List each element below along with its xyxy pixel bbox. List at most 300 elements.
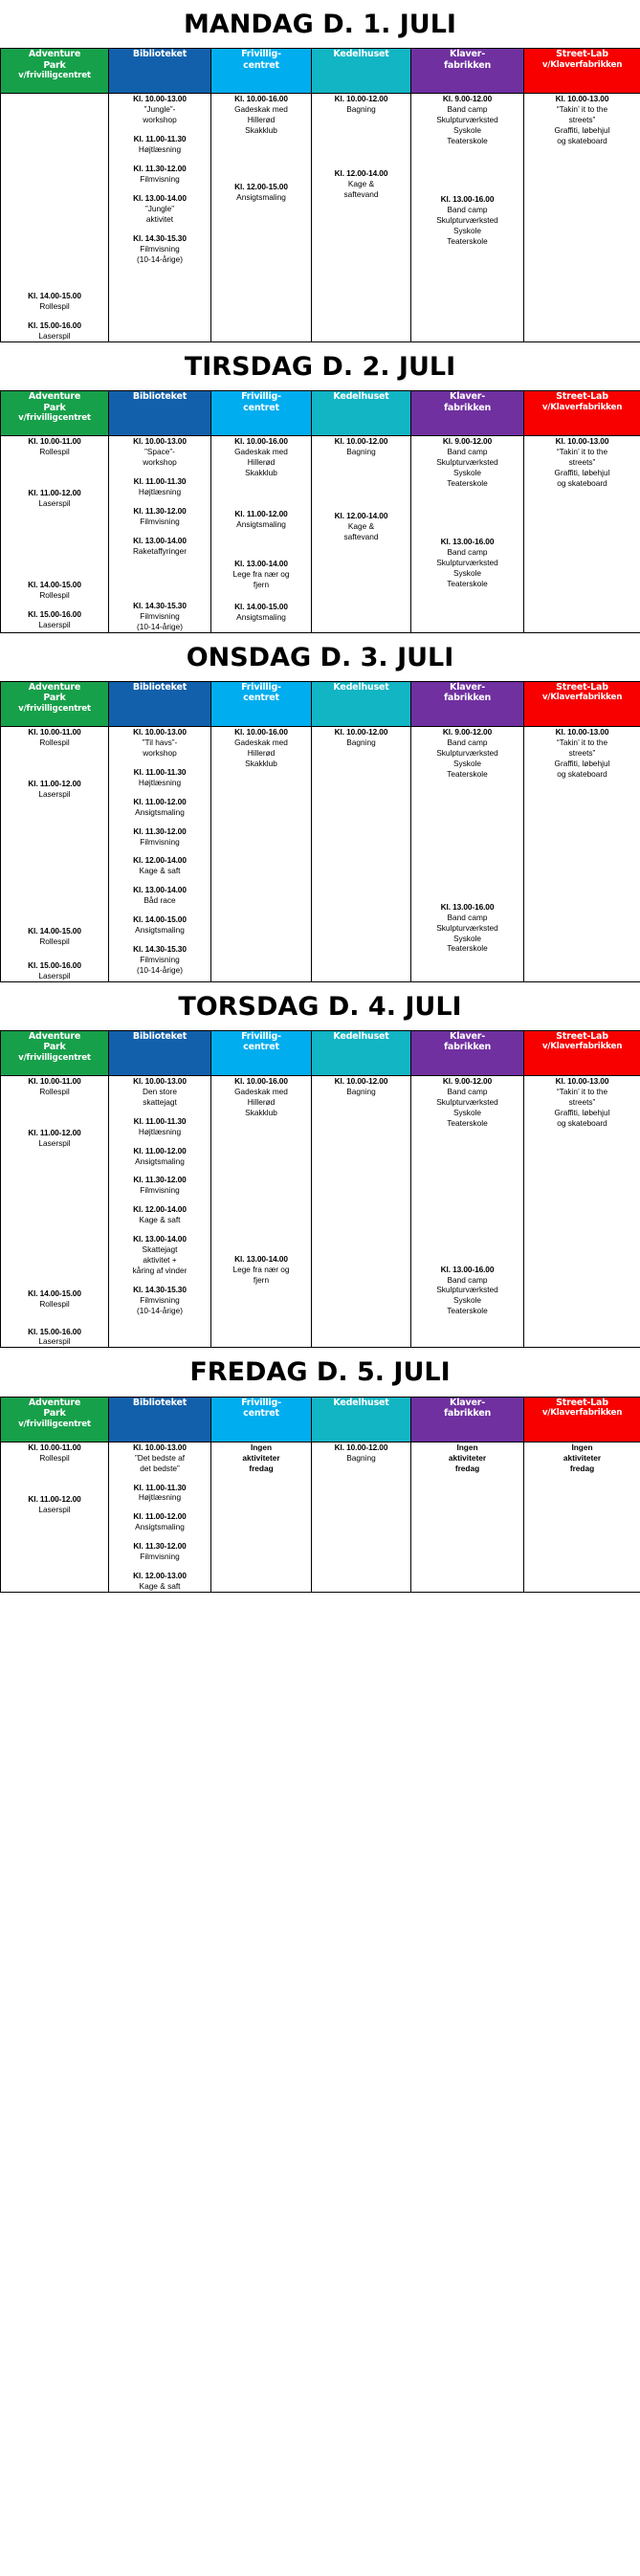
event-description: Laserspil [38,1504,71,1514]
column-header-line: Klaver- [450,1030,485,1042]
event-description: Bagning [346,1086,376,1096]
event-description: Skulpturværksted [436,457,498,468]
schedule-event [211,1442,311,1474]
column-header-line: Klaver- [450,1397,485,1408]
column-header-line: Kedelhuset [333,1030,389,1042]
event-time: Kl. 14.00-15.00 [28,1288,81,1298]
schedule-event [411,1076,523,1129]
schedule-event [1,727,108,748]
column-header-biblioteket [109,49,211,94]
event-description: Skakklub [245,125,277,136]
schedule-cell-adventure-park [1,1075,109,1348]
event-description: Laserspil [38,788,71,799]
column-header-line: v/frivilligcentret [18,413,91,424]
event-time: Kl. 9.00-12.00 [442,1075,493,1086]
schedule-event [109,914,210,936]
column-header-frivilligcentret [211,391,312,436]
schedule-table [0,48,640,342]
schedule-event [109,1234,210,1276]
column-header-frivilligcentret [211,682,312,727]
event-time: Kl. 14.00-15.00 [28,925,81,936]
event-description: Hillerød [247,457,276,468]
column-header-line: Street-Lab [556,1030,608,1042]
event-time: Kl. 13.00-14.00 [133,885,187,895]
event-description: Højtlæsning [138,1126,182,1136]
schedule-cell-frivilligcentret [211,1075,312,1348]
schedule-event [109,1076,210,1108]
column-header-frivilligcentret [211,49,312,94]
event-description: Ansigtsmaling [135,1156,185,1166]
event-description: workshop [143,747,177,758]
column-header-klaverfabrikken [411,682,524,727]
event-description: Gadeskak med [234,447,288,457]
event-description: Filmvisning [140,836,180,847]
schedule-table [0,390,640,632]
column-header-line: Street-Lab [556,1397,608,1408]
event-description: Kage & [347,521,375,532]
schedule-event [109,134,210,155]
column-header-adventure-park [1,49,109,94]
event-description: Filmvisning [140,243,180,253]
event-time: Kl. 10.00-16.00 [234,1075,288,1086]
event-description: Rollespil [39,737,70,747]
event-description: Filmvisning [140,173,180,184]
event-time: Kl. 11.30-12.00 [133,1175,187,1185]
event-description: (10-14-årige) [137,253,183,264]
event-time: Kl. 10.00-13.00 [133,727,187,738]
event-description: (10-14-årige) [137,964,183,975]
column-header-biblioteket [109,391,211,436]
day-title: ONSDAG D. 3. JULI [186,642,454,672]
day-block [0,342,640,633]
event-description: Rollespil [39,1452,70,1463]
column-header-line: fabrikken [443,1042,492,1053]
day-block [0,982,640,1349]
schedule-event [312,727,410,748]
event-description: Skakklub [245,1107,277,1117]
schedule-event [109,1483,210,1504]
event-time: Kl. 10.00-16.00 [234,94,288,104]
day-title: TORSDAG D. 4. JULI [178,991,462,1022]
schedule-event [1,1128,108,1149]
column-header-kedelhuset [312,1030,411,1075]
column-header-street-lab [524,49,640,94]
event-description: Laserspil [38,970,71,980]
column-header-line: Frivillig- [241,391,281,403]
table-row [1,1075,640,1348]
schedule-cell-street-lab [524,1075,640,1348]
column-header-line: fabrikken [443,693,492,704]
event-description: Kage & saft [139,1215,181,1225]
schedule-cell-frivilligcentret [211,436,312,632]
event-time: Kl. 10.00-12.00 [334,436,388,447]
schedule-event [211,727,311,769]
schedule-cell-frivilligcentret [211,727,312,982]
event-description: aktiviteter [563,1452,602,1463]
event-description: Skakklub [245,758,277,768]
event-description: kåring af vinder [132,1266,188,1275]
event-time: Kl. 13.00-16.00 [440,1264,495,1274]
schedule-event [1,1076,108,1097]
column-header-line: Biblioteket [132,1397,188,1408]
schedule-event [109,1541,210,1562]
schedule-event [109,855,210,876]
event-description: Skulpturværksted [436,922,498,933]
schedule-event [109,1285,210,1316]
schedule-event [109,767,210,788]
column-header-biblioteket [109,1030,211,1075]
schedule-event [524,727,640,780]
column-header-biblioteket [109,682,211,727]
event-description: workshop [143,115,177,125]
event-description: aktiviteter [242,1452,280,1463]
schedule-cell-street-lab [524,94,640,342]
event-description: Skulpturværksted [436,115,498,125]
event-time: Kl. 9.00-12.00 [442,436,493,447]
event-description: Band camp [447,204,488,214]
event-time: Kl. 11.00-11.30 [133,766,187,777]
header-row [1,49,640,94]
schedule-event [211,1076,311,1118]
event-time: Kl. 12.00-13.00 [133,1571,187,1581]
column-header-kedelhuset [312,1397,411,1442]
column-header-line: Frivillig- [241,49,281,60]
column-header-line: centret [243,1408,279,1420]
schedule-event [312,168,410,200]
schedule-event [524,1076,640,1129]
event-time: Kl. 11.00-12.00 [133,1145,187,1156]
table-row [1,727,640,982]
schedule-event [109,797,210,818]
column-header-frivilligcentret [211,1030,312,1075]
event-description: Hillerød [247,747,276,758]
event-description: Syskole [452,758,482,768]
schedule-table [0,1030,640,1349]
event-time: Kl. 10.00-13.00 [555,94,609,104]
event-description: Ansigtsmaling [236,192,286,203]
schedule-table [0,681,640,982]
event-time: Kl. 15.00-16.00 [28,959,81,970]
column-header-line: Biblioteket [132,1030,188,1042]
event-time: Kl. 10.00-16.00 [234,727,288,738]
schedule-cell-street-lab [524,436,640,632]
column-header-line: Kedelhuset [333,1397,389,1408]
event-description: Rollespil [39,447,70,457]
event-description: Ansigtsmaling [236,611,286,622]
event-description: Bagning [346,447,376,457]
event-description: (10-14-årige) [137,621,183,631]
event-description: Gadeskak med [234,1086,288,1096]
schedule-cell-klaverfabrikken [411,436,524,632]
schedule-event [109,193,210,225]
event-description: Hillerød [247,1096,276,1107]
event-description: Højtlæsning [138,487,182,497]
event-time: Kl. 10.00-11.00 [28,1075,81,1086]
event-time: Kl. 12.00-14.00 [334,168,388,179]
event-description: Filmvisning [140,1294,180,1305]
event-description: fjern [253,1274,270,1285]
column-header-line: Street-Lab [556,682,608,694]
column-header-klaverfabrikken [411,1030,524,1075]
schedule-event [109,1571,210,1592]
event-description: Band camp [447,447,488,457]
event-description: Syskole [452,1107,482,1117]
event-time: Kl. 13.00-14.00 [133,536,187,545]
event-description: ”Space”- [144,447,175,457]
schedule-cell-street-lab [524,727,640,982]
header-row [1,1030,640,1075]
schedule-event [1,436,108,457]
schedule-event [109,233,210,265]
schedule-event [1,580,108,601]
schedule-event [312,1076,410,1097]
event-time: Kl. 14.00-15.00 [133,914,187,925]
column-header-line: v/Klaverfabrikken [541,1408,623,1419]
event-time: Kl. 14.00-15.00 [28,291,81,301]
schedule-cell-biblioteket [109,727,211,982]
column-header-line: centret [243,693,279,704]
column-header-line: Klaver- [450,682,485,694]
schedule-cell-biblioteket [109,94,211,342]
column-header-line: centret [243,1042,279,1053]
event-time: Kl. 10.00-12.00 [334,1075,388,1086]
event-time: Kl. 14.00-15.00 [234,601,288,611]
event-description: Band camp [447,547,488,558]
schedule-event [211,1254,311,1286]
event-time: Kl. 13.00-14.00 [133,192,187,203]
column-header-klaverfabrikken [411,391,524,436]
schedule-event [109,1204,210,1225]
schedule-event [211,182,311,203]
schedule-event [109,1146,210,1167]
event-description: Teaterskole [447,578,488,588]
event-description: “Takin’ it to the [556,1086,608,1096]
event-description: Teaterskole [447,768,488,779]
event-time: Kl. 15.00-16.00 [28,609,81,620]
event-description: Teaterskole [447,943,488,954]
schedule-cell-biblioteket [109,1442,211,1592]
event-description: Rollespil [39,590,70,601]
event-time: Kl. 12.00-14.00 [133,855,187,866]
event-description: Filmvisning [140,1552,180,1562]
event-time: Kl. 13.00-16.00 [440,537,495,547]
event-description: Ansigtsmaling [135,806,185,817]
column-header-line: Street-Lab [556,391,608,403]
column-header-line: Adventure [28,1030,81,1042]
event-description: Syskole [452,225,482,235]
schedule-cell-kedelhuset [312,1442,411,1592]
column-header-line: Biblioteket [132,49,188,60]
event-description: Laserspil [38,1137,71,1148]
event-description: Band camp [447,104,488,115]
schedule-event [109,826,210,848]
day-title: MANDAG D. 1. JULI [184,10,456,39]
column-header-street-lab [524,682,640,727]
event-description: Laserspil [38,1336,71,1347]
column-header-adventure-park [1,1397,109,1442]
schedule-event [411,94,523,146]
event-description: Filmvisning [140,1185,180,1196]
column-header-kedelhuset [312,391,411,436]
event-description: Teaterskole [447,136,488,146]
schedule-event [109,94,210,125]
schedule-event [211,94,311,136]
schedule-event [1,488,108,509]
event-description: streets” [568,115,596,125]
event-description: Band camp [447,1086,488,1096]
schedule-event [411,537,523,589]
schedule-event [1,1288,108,1310]
event-description: Kage & [347,179,375,189]
event-description: Rollespil [39,301,70,312]
event-time: Kl. 10.00-11.00 [28,1442,81,1452]
event-description: Skulpturværksted [436,214,498,225]
event-description: Teaterskole [447,478,488,489]
event-description: Ansigtsmaling [236,519,286,530]
column-header-biblioteket [109,1397,211,1442]
event-time: Kl. 10.00-13.00 [133,436,187,447]
event-description: Graffiti, løbehjul [554,1107,610,1117]
event-time: Kl. 10.00-12.00 [334,727,388,738]
event-description: Skulpturværksted [436,747,498,758]
event-description: Teaterskole [447,1306,488,1316]
column-header-line: Biblioteket [132,682,188,694]
schedule-event [109,536,210,557]
event-time: Kl. 13.00-14.00 [234,1253,288,1264]
event-description: Skulpturværksted [436,1096,498,1107]
event-description: Højtlæsning [138,1492,182,1503]
column-header-adventure-park [1,391,109,436]
column-header-line: Adventure [28,49,81,60]
event-description: Bagning [346,737,376,747]
event-time: Kl. 14.30-15.30 [133,1284,187,1294]
event-description: Band camp [447,1274,488,1285]
event-time: Kl. 10.00-16.00 [234,436,288,447]
event-time: Kl. 10.00-13.00 [133,94,187,104]
schedule-cell-kedelhuset [312,94,411,342]
event-time: Kl. 12.00-15.00 [234,182,288,192]
event-time: Kl. 15.00-16.00 [28,320,81,331]
day-block [0,1348,640,1593]
schedule-cell-klaverfabrikken [411,1075,524,1348]
schedule-event [211,436,311,478]
column-header-line: Kedelhuset [333,49,389,60]
event-time: Kl. 15.00-16.00 [28,1326,81,1336]
event-description: skattejagt [143,1096,177,1107]
column-header-line: v/Klaverfabrikken [541,1042,623,1052]
column-header-line: Park [43,1042,66,1053]
event-time: Kl. 10.00-13.00 [555,436,609,447]
schedule-event [109,1442,210,1474]
schedule-event [109,436,210,468]
event-description: Ingen [571,1442,593,1452]
event-description: Graffiti, løbehjul [554,468,610,478]
event-description: og skateboard [557,136,607,146]
schedule-cell-frivilligcentret [211,1442,312,1592]
column-header-frivilligcentret [211,1397,312,1442]
day-block [0,633,640,982]
schedule-event [1,1442,108,1464]
event-time: Kl. 11.00-11.30 [133,1482,187,1492]
header-row [1,1397,640,1442]
column-header-line: v/frivilligcentret [18,703,91,714]
schedule-event [1,960,108,981]
event-description: Gadeskak med [234,104,288,115]
column-header-line: Kedelhuset [333,682,389,694]
event-time: Kl. 10.00-13.00 [555,1075,609,1086]
event-description: Skulpturværksted [436,1285,498,1295]
schedule-event [1,926,108,947]
schedule-cell-biblioteket [109,1075,211,1348]
event-description: Gadeskak med [234,737,288,747]
schedule-event [211,559,311,590]
column-header-line: v/Klaverfabrikken [541,402,623,412]
event-description: Filmvisning [140,517,180,527]
event-description: Teaterskole [447,235,488,246]
event-description: Syskole [452,933,482,943]
schedule-event [109,1116,210,1137]
event-description: “Takin’ it to the [556,447,608,457]
schedule-event [109,506,210,527]
event-description: og skateboard [557,1117,607,1128]
event-description: Laserspil [38,620,71,629]
column-header-line: v/Klaverfabrikken [541,59,623,70]
column-header-line: Frivillig- [241,682,281,694]
header-row [1,391,640,436]
schedule-event [312,436,410,457]
schedule-cell-street-lab [524,1442,640,1592]
table-row [1,436,640,632]
event-time: Kl. 12.00-14.00 [334,511,388,521]
schedule-event [109,727,210,759]
schedule-cell-klaverfabrikken [411,94,524,342]
event-description: Rollespil [39,1298,70,1309]
column-header-line: v/Klaverfabrikken [541,693,623,703]
column-header-line: fabrikken [443,59,492,71]
event-description: Højtlæsning [138,777,182,787]
schedule-event [411,436,523,489]
event-description: Band camp [447,737,488,747]
schedule-cell-klaverfabrikken [411,1442,524,1592]
schedule-event [312,1442,410,1464]
column-header-line: Frivillig- [241,1030,281,1042]
schedule-event [211,602,311,623]
event-time: Kl. 10.00-13.00 [133,1442,187,1452]
schedule-event [109,885,210,906]
column-header-kedelhuset [312,682,411,727]
schedule-event [411,727,523,780]
event-description: og skateboard [557,768,607,779]
event-time: Kl. 14.30-15.30 [133,600,187,610]
event-description: Graffiti, løbehjul [554,125,610,136]
event-description: streets” [568,747,596,758]
event-description: saftevand [343,532,379,542]
event-time: Kl. 10.00-11.00 [28,727,81,738]
column-header-line: Street-Lab [556,49,608,60]
column-header-line: Biblioteket [132,391,188,403]
schedule-event [109,944,210,976]
event-time: Kl. 12.00-14.00 [133,1204,187,1215]
column-header-line: Park [43,402,66,413]
event-description: Ingen [456,1442,478,1452]
event-description: Skakklub [245,468,277,478]
event-description: Raketaffyringer [132,545,188,556]
event-time: Kl. 11.00-11.30 [133,476,187,487]
column-header-klaverfabrikken [411,1397,524,1442]
column-header-line: centret [243,402,279,413]
column-header-klaverfabrikken [411,49,524,94]
event-time: Kl. 10.00-13.00 [555,727,609,738]
